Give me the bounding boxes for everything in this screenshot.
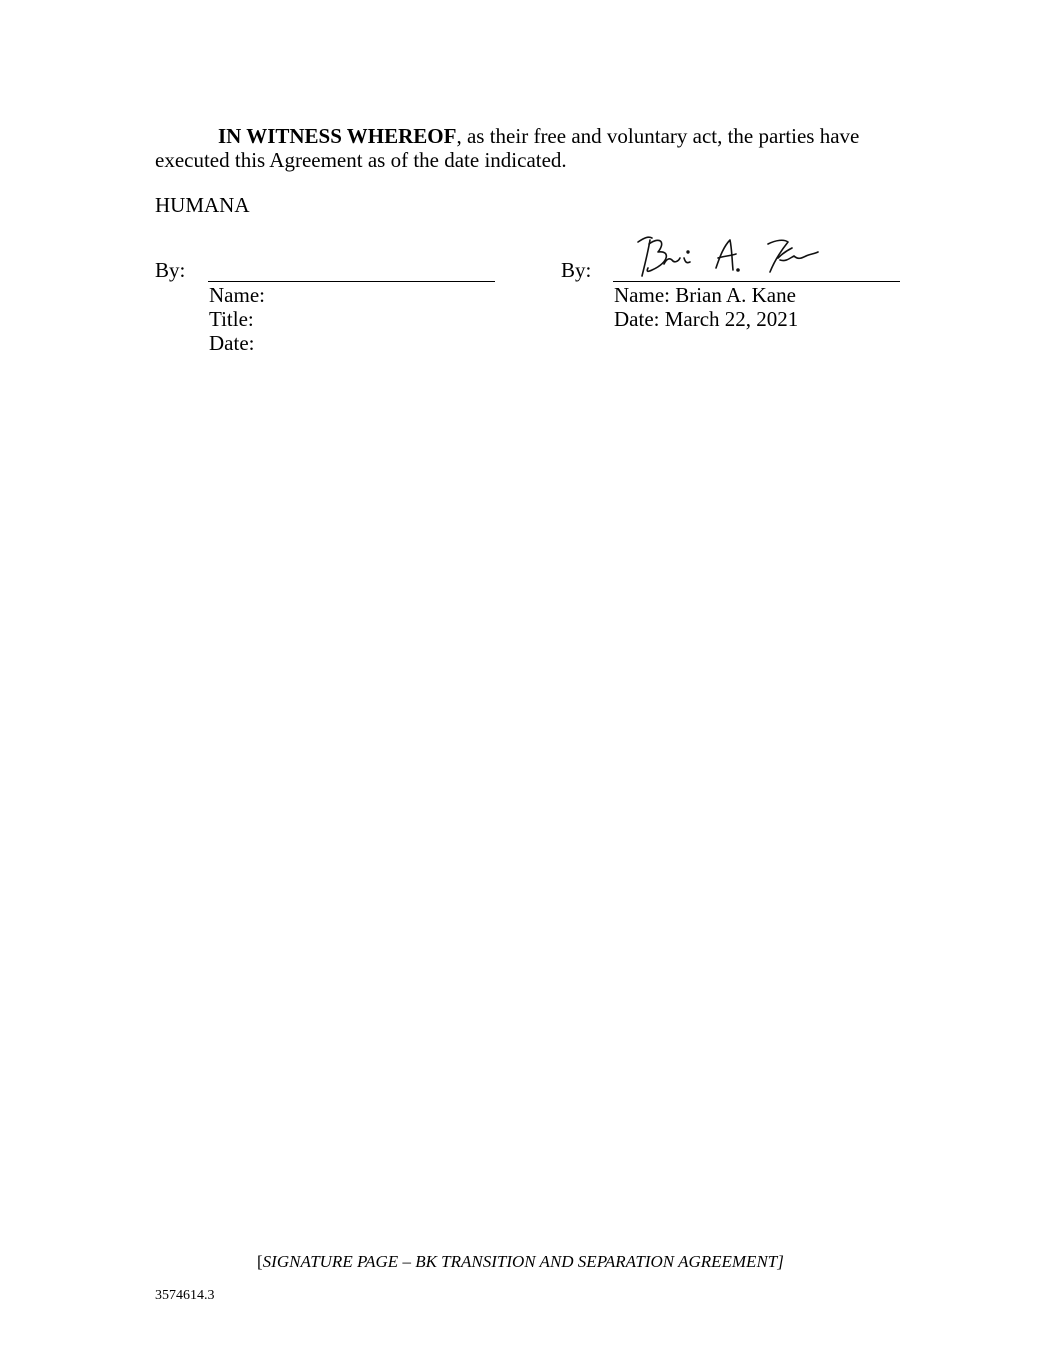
right-by-label: By: bbox=[561, 258, 592, 282]
right-name-line: Name: Brian A. Kane bbox=[614, 283, 796, 307]
handwritten-signature bbox=[630, 230, 830, 282]
witness-paragraph-line2: executed this Agreement as of the date indicated. bbox=[155, 148, 567, 172]
witness-rest-text: , as their free and voluntary act, the parties have bbox=[456, 124, 860, 148]
signature-page-footer bbox=[257, 1250, 784, 1274]
left-date-label: Date: bbox=[209, 331, 255, 355]
witness-paragraph-line1 bbox=[218, 124, 859, 148]
right-date-line: Date: March 22, 2021 bbox=[614, 307, 799, 331]
document-id: 3574614.3 bbox=[155, 1288, 215, 1303]
witness-bold-text: IN WITNESS WHEREOF bbox=[218, 124, 457, 148]
footer-open-bracket: [ bbox=[257, 1252, 263, 1271]
left-by-label: By: bbox=[155, 258, 186, 282]
company-name: HUMANA bbox=[155, 193, 250, 217]
left-name-label: Name: bbox=[209, 283, 265, 307]
left-title-label: Title: bbox=[209, 307, 254, 331]
footer-title-text: SIGNATURE PAGE – BK TRANSITION AND SEPARATION AGREEMENT] bbox=[262, 1252, 784, 1271]
left-signature-line bbox=[208, 281, 495, 282]
